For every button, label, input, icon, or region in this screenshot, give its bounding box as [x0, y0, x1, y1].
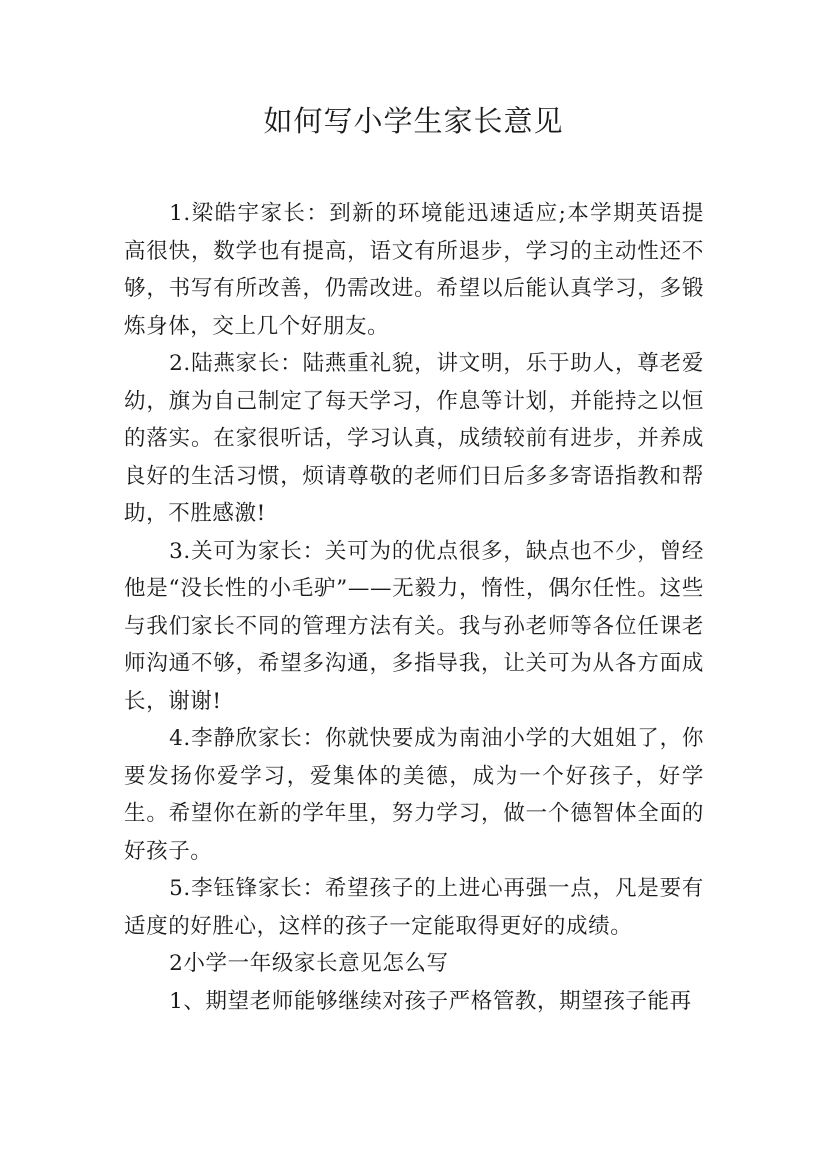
- paragraph-1: 1.梁皓宇家长：到新的环境能迅速适应;本学期英语提高很快，数学也有提高，语文有所退步，学习的主动性还不够，书写有所改善，仍需改进。希望以后能认真学习，多锻炼身体，交上几个好朋友。: [124, 201, 704, 339]
- section-heading: 2小学一年级家长意见怎么写: [169, 951, 449, 976]
- document-body: [124, 195, 704, 1020]
- paragraph-6: 1、期望老师能够继续对孩子严格管教，期望孩子能再: [169, 988, 692, 1014]
- paragraph-3: 3.关可为家长：关可为的优点很多，缺点也不少，曾经他是“没长性的小毛驴”——无毅力，惰性，偶尔任性。这些与我们家长不同的管理方法有关。我与孙老师等各位任课老师沟通不够，希望多沟通，多指导我，让关可为从各方面成长，谢谢!: [124, 538, 704, 714]
- paragraph-2: 2.陆燕家长：陆燕重礼貌，讲文明，乐于助人，尊老爱幼，旗为自己制定了每天学习，作息等计划，并能持之以恒的落实。在家很听话，学习认真，成绩较前有进步，并养成良好的生活习惯，烦请尊敬的老师们日后多多寄语指教和帮助，不胜感激!: [124, 351, 704, 526]
- document-title: 如何写小学生家长意见: [263, 104, 564, 138]
- paragraph-4: 4.李静欣家长：你就快要成为南油小学的大姐姐了，你要发扬你爱学习，爱集体的美德，成为一个好孩子，好学生。希望你在新的学年里，努力学习，做一个德智体全面的好孩子。: [124, 726, 704, 864]
- paragraph-5: 5.李钰锋家长：希望孩子的上进心再强一点，凡是要有适度的好胜心，这样的孩子一定能取得更好的成绩。: [124, 876, 704, 939]
